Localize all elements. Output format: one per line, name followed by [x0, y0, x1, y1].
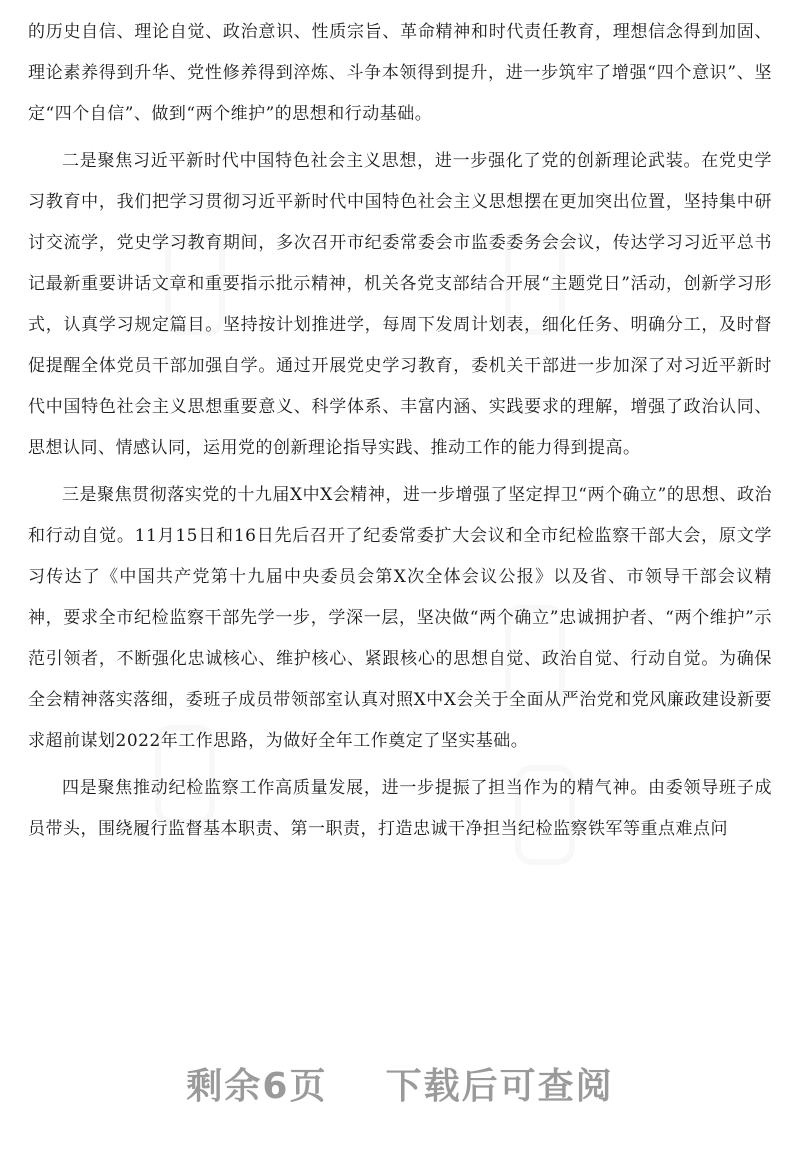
document-body [28, 0, 772, 850]
paragraph-point-three: 三是聚焦贯彻落实党的十九届X中X会精神，进一步增强了坚定捍卫“两个确立”的思想、政治和行动自觉。11月15日和16日先后召开了纪委常委扩大会议和全市纪检监察干部大会，原文学习传达了《中国共产党第十九届中央委员会第X次全体会议公报》以及省、市领导干部会议精神，要求全市纪检监察干部先学一步，学深一层，坚决做“两个确立”忠诚拥护者、“两个维护”示范引领者，不断强化忠诚核心、维护核心、紧跟核心的思想自觉、政治自觉、行动自觉。为确保全会精神落实落细，委班子成员带领部室认真对照X中X会关于全面从严治党和党风廉政建设新要求超前谋划2022年工作思路，为做好全年工作奠定了坚实基础。 [28, 485, 772, 751]
paragraph-point-two: 二是聚焦习近平新时代中国特色社会主义思想，进一步强化了党的创新理论武装。在党史学习教育中，我们把学习贯彻习近平新时代中国特色社会主义思想摆在更加突出位置，坚持集中研讨交流学，党史学习教育期间，多次召开市纪委常委会市监委委务会会议，传达学习习近平总书记最新重要讲话文章和重要指示批示精神，机关各党支部结合开展“主题党日”活动，创新学习形式，认真学习规定篇目。坚持按计划推进学，每周下发周计划表，细化任务、明确分工，及时督促提醒全体党员干部加强自学。通过开展党史学习教育，委机关干部进一步加深了对习近平新时代中国特色社会主义思想重要意义、科学体系、丰富内涵、实践要求的理解，增强了政治认同、思想认同、情感认同，运用党的创新理论指导实践、推动工作的能力得到提高。 [28, 151, 772, 458]
remaining-pages-label: 剩余6页 [186, 1066, 328, 1107]
download-prompt[interactable] [0, 1058, 800, 1109]
paragraph-point-four: 四是聚焦推动纪检监察工作高质量发展，进一步提振了担当作为的精气神。由委领导班子成员带头，围绕履行监督基本职责、第一职责，打造忠诚干净担当纪检监察铁军等重点难点问 [28, 778, 772, 839]
paragraph-continuation: 的历史自信、理论自觉、政治意识、性质宗旨、革命精神和时代责任教育，理想信念得到加固、理论素养得到升华、党性修养得到淬炼、斗争本领得到提升，进一步筑牢了增强“四个意识”、坚定“四个自信”、做到“两个维护”的思想和行动基础。 [28, 22, 772, 124]
download-to-view-label: 下载后可查阅 [385, 1066, 614, 1107]
